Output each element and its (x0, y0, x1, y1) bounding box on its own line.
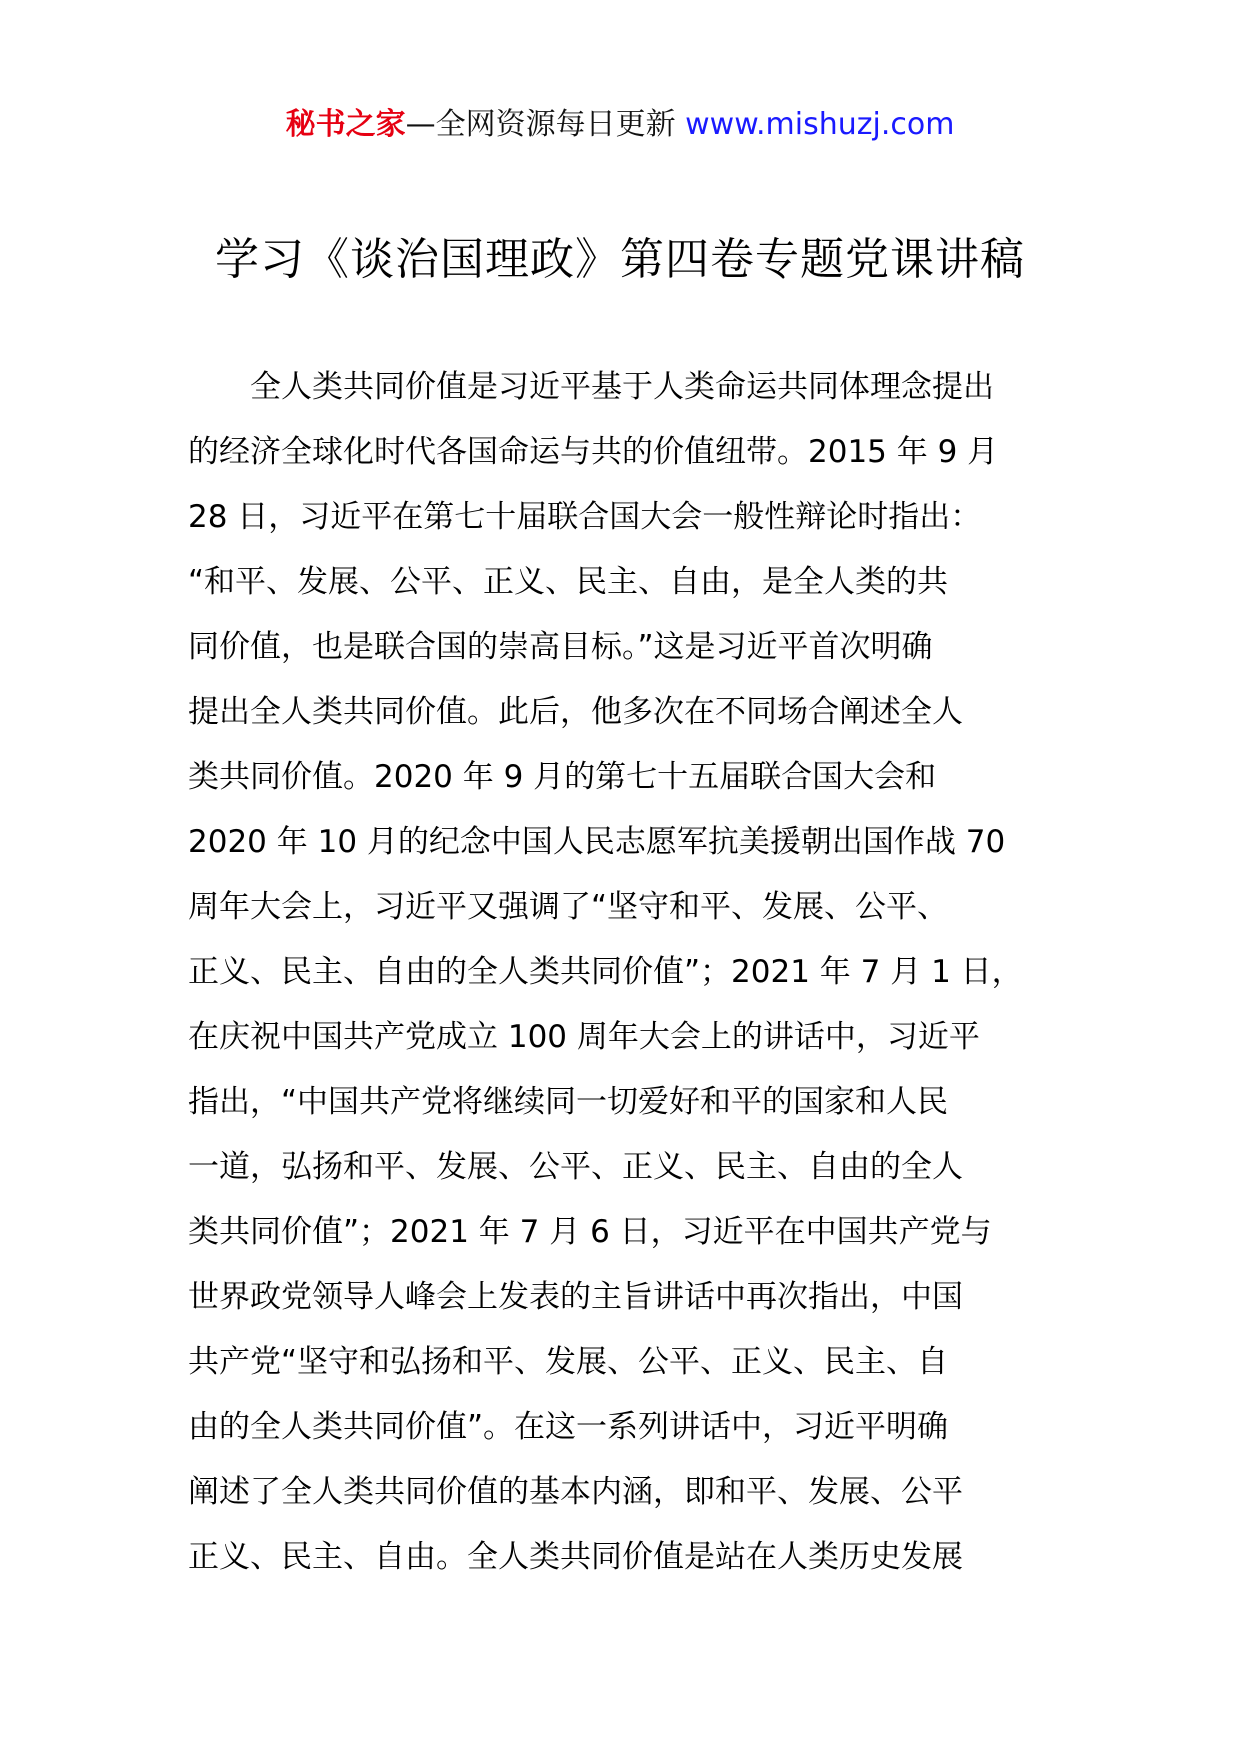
body-line: “和平、发展、公平、正义、民主、自由，是全人类的共 (188, 564, 949, 600)
body-line: 阐述了全人类共同价值的基本内涵，即和平、发展、公平 (188, 1474, 963, 1510)
body-line: 类共同价值”；2021 年 7 月 6 日，习近平在中国共产党与 (188, 1214, 992, 1250)
body-line: 由的全人类共同价值”。在这一系列讲话中，习近平明确 (188, 1409, 949, 1445)
body-line: 周年大会上，习近平又强调了“坚守和平、发展、公平、 (188, 889, 949, 925)
body-line: 在庆祝中国共产党成立 100 周年大会上的讲话中，习近平 (188, 1019, 980, 1055)
body-line: 指出，“中国共产党将继续同一切爱好和平的国家和人民 (188, 1084, 949, 1120)
body-line: 正义、民主、自由。全人类共同价值是站在人类历史发展 (188, 1539, 963, 1575)
body-line: 提出全人类共同价值。此后，他多次在不同场合阐述全人 (188, 694, 963, 730)
site-header (0, 100, 1240, 150)
site-url-link[interactable]: www.mishuzj.com (685, 107, 955, 142)
body-line: 世界政党领导人峰会上发表的主旨讲话中再次指出，中国 (188, 1279, 963, 1315)
body-line: 2020 年 10 月的纪念中国人民志愿军抗美援朝出国作战 70 (188, 824, 1006, 860)
site-brand: 秘书之家 (285, 107, 406, 142)
body-line: 全人类共同价值是习近平基于人类命运共同体理念提出 (188, 369, 994, 405)
body-line: 正义、民主、自由的全人类共同价值”；2021 年 7 月 1 日， (188, 954, 1023, 990)
body-line: 的经济全球化时代各国命运与共的价值纽带。2015 年 9 月 (188, 434, 999, 470)
document-body (188, 355, 1068, 1590)
body-line: 一道，弘扬和平、发展、公平、正义、民主、自由的全人 (188, 1149, 963, 1185)
body-line: 类共同价值。2020 年 9 月的第七十五届联合国大会和 (188, 759, 937, 795)
body-line: 共产党“坚守和弘扬和平、发展、公平、正义、民主、自 (188, 1344, 949, 1380)
site-tagline: —全网资源每日更新 (405, 107, 686, 142)
document-title: 学习《谈治国理政》第四卷专题党课讲稿 (215, 234, 1025, 285)
body-line: 同价值，也是联合国的崇高目标。”这是习近平首次明确 (188, 629, 933, 665)
body-line: 28 日，习近平在第七十届联合国大会一般性辩论时指出： (188, 499, 982, 535)
